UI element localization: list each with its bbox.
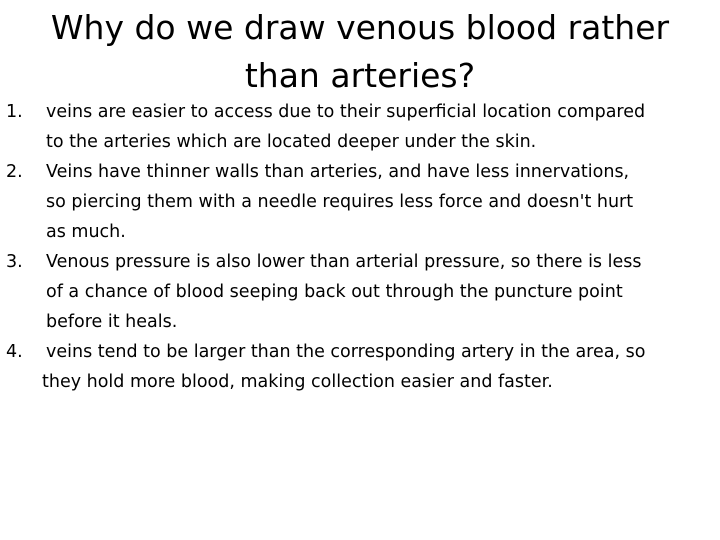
item-text-line: veins tend to be larger than the corresponding artery in the area, so xyxy=(46,342,646,362)
item-text-line: as much. xyxy=(46,222,126,242)
item-number: 1. xyxy=(6,102,23,122)
item-text-line: Venous pressure is also lower than arterial pressure, so there is less xyxy=(46,252,642,272)
reasons-list xyxy=(0,97,716,397)
item-text-line: veins are easier to access due to their superficial location compared xyxy=(46,102,646,122)
title-line-1: Why do we draw venous blood rather xyxy=(50,8,670,47)
item-number: 3. xyxy=(6,252,23,272)
item-text-line: they hold more blood, making collection easier and faster. xyxy=(42,372,553,392)
item-number: 2. xyxy=(6,162,23,182)
item-number: 4. xyxy=(6,342,23,362)
list-item-4 xyxy=(0,337,716,397)
item-text-line: of a chance of blood seeping back out through the puncture point xyxy=(46,282,623,302)
list-item-1 xyxy=(0,97,716,157)
list-item-3 xyxy=(0,247,716,337)
slide-title xyxy=(40,4,680,100)
item-text-line: so piercing them with a needle requires less force and doesn't hurt xyxy=(46,192,634,212)
item-text-line: Veins have thinner walls than arteries, and have less innervations, xyxy=(46,162,630,182)
title-line-2: than arteries? xyxy=(244,56,476,95)
item-text-line: to the arteries which are located deeper under the skin. xyxy=(46,132,537,152)
list-item-2 xyxy=(0,157,716,247)
item-text-line: before it heals. xyxy=(46,312,178,332)
